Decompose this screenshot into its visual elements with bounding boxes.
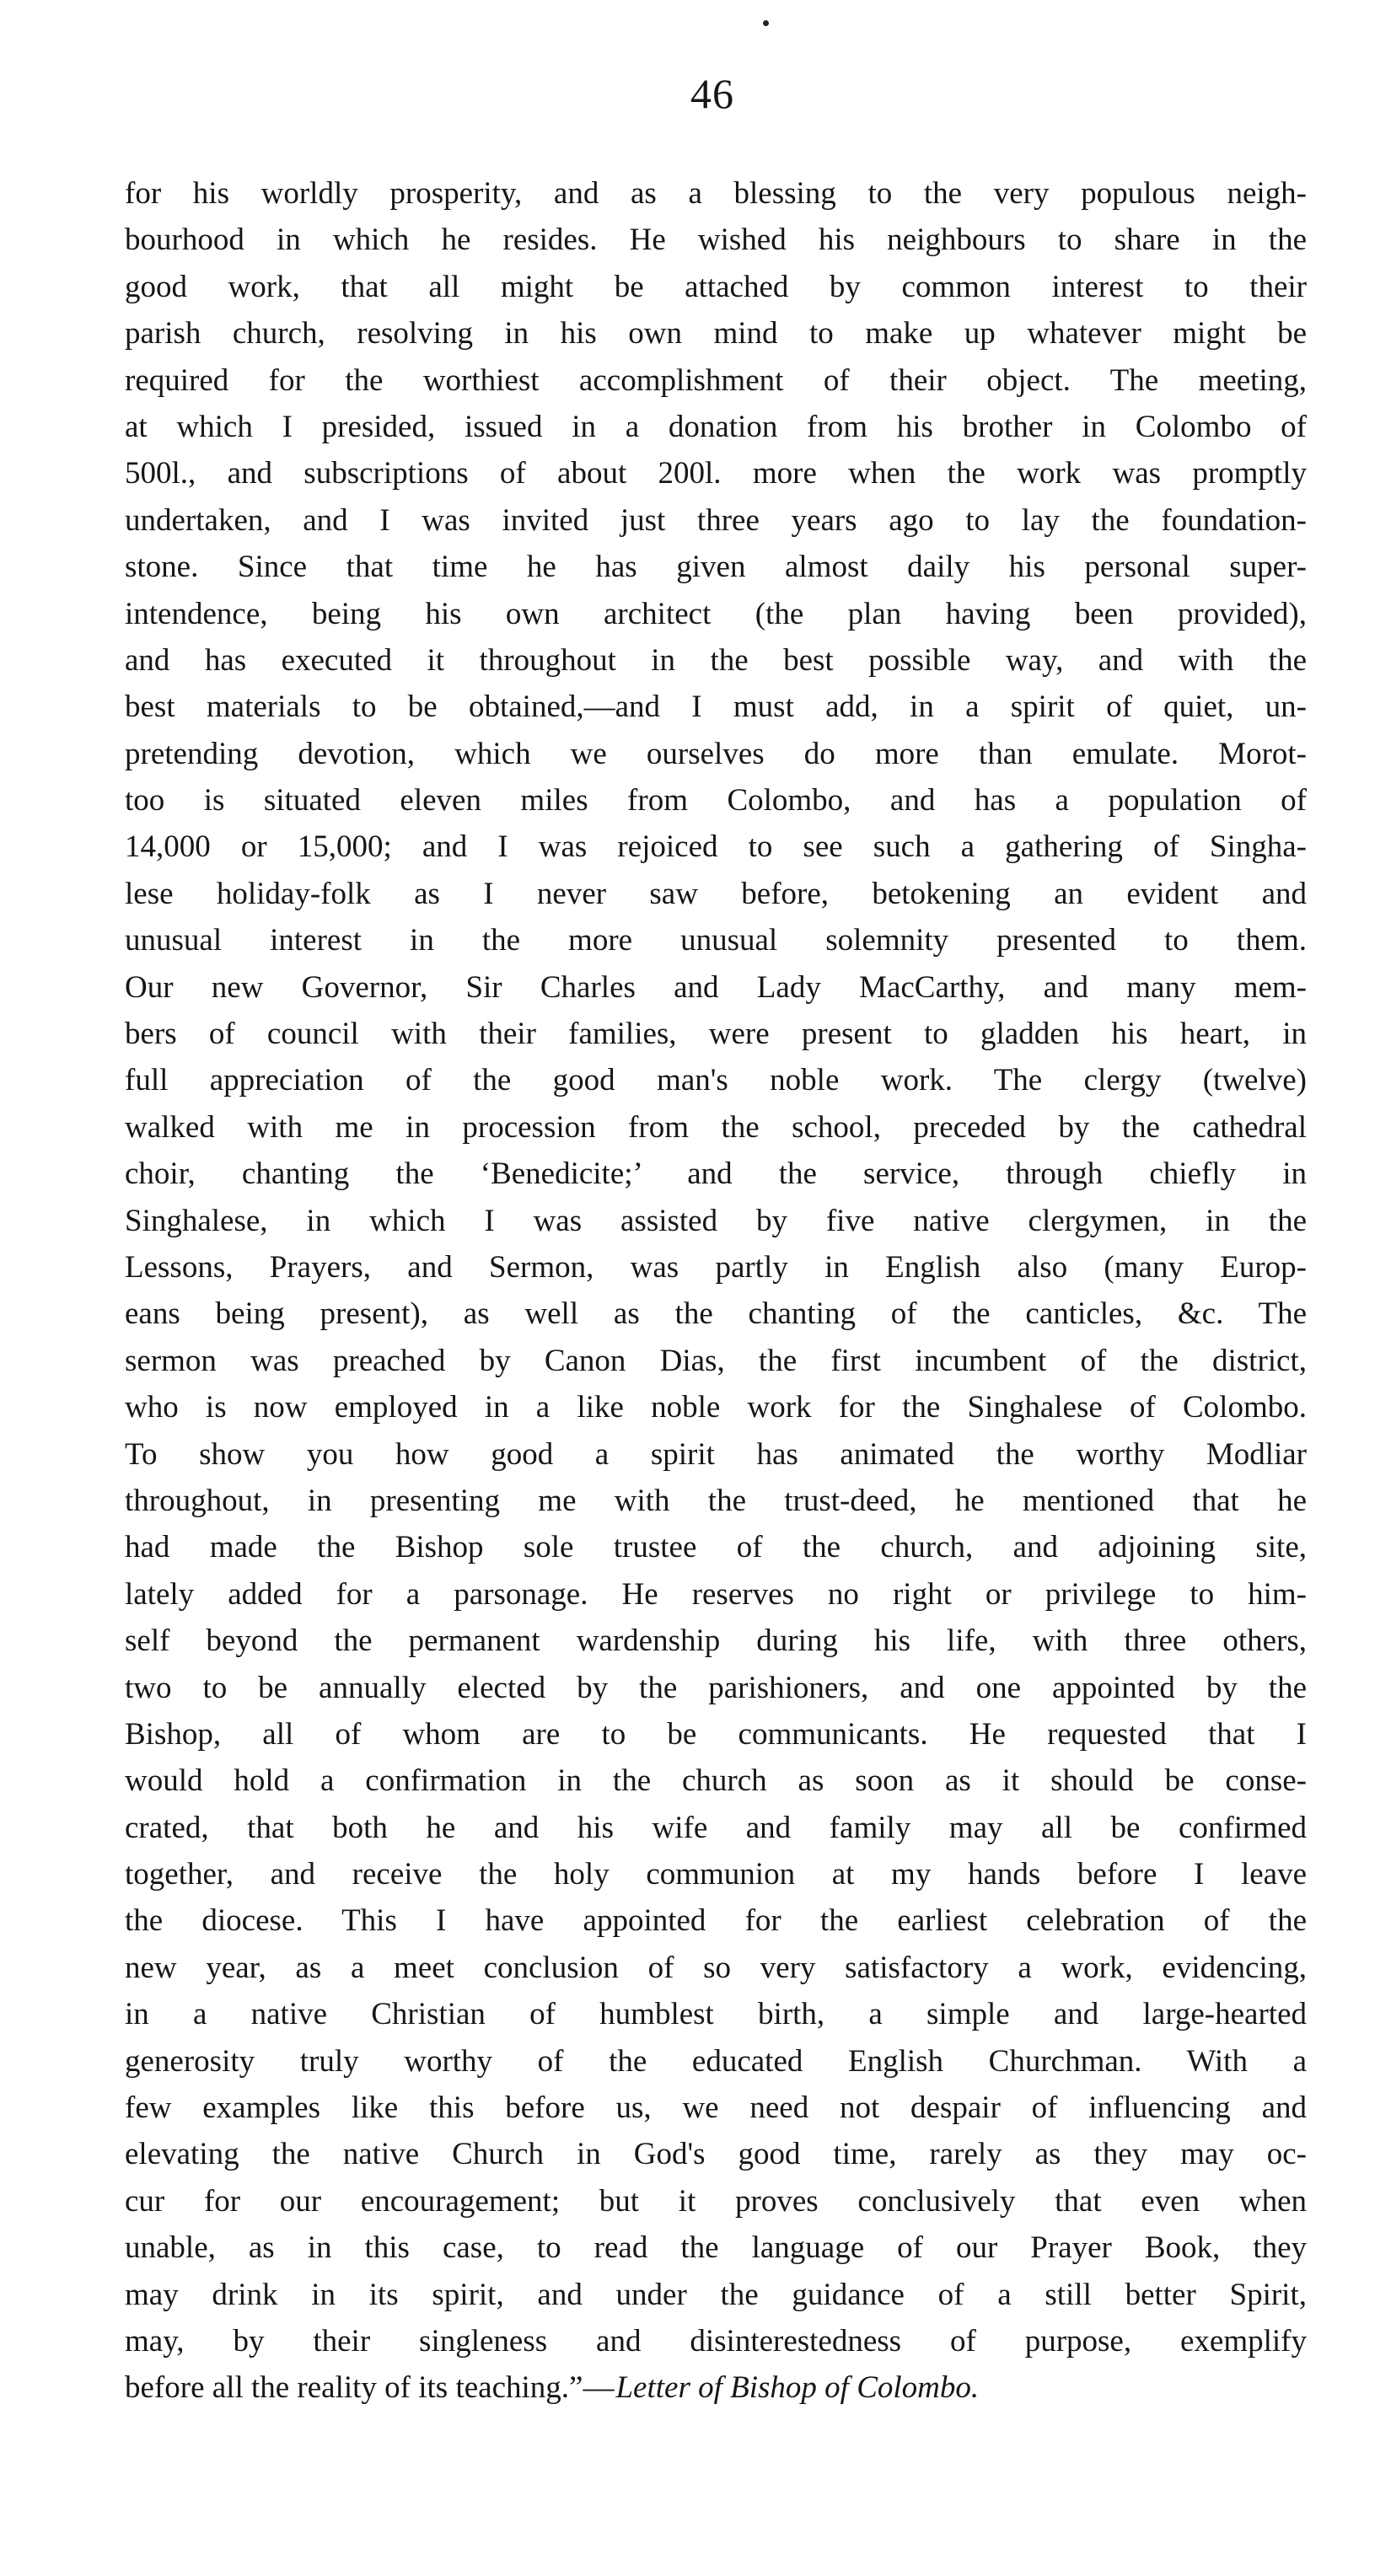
print-speck [763, 20, 769, 26]
text-line: eans being present), as well as the chanting of the canticles, &c. The [125, 1296, 1307, 1332]
letter-attribution: Letter of Bishop of Colombo. [615, 2370, 980, 2406]
text-line: full appreciation of the good man's noble work. The clergy (twelve) [125, 1063, 1307, 1098]
text-line: lese holiday-folk as I never saw before, betokening an evident and [125, 876, 1307, 911]
text-line: few examples like this before us, we need not despair of influencing and [125, 2090, 1307, 2126]
text-line: who is now employed in a like noble work for the Singhalese of Colombo. [125, 1390, 1307, 1425]
text-line: may drink in its spirit, and under the guidance of a still better Spirit, [125, 2277, 1307, 2312]
text-line: had made the Bishop sole trustee of the church, and adjoining site, [125, 1530, 1307, 1565]
text-line: sermon was preached by Canon Dias, the first incumbent of the district, [125, 1343, 1307, 1378]
text-line: in a native Christian of humblest birth, a simple and large-hearted [125, 1997, 1307, 2032]
text-line: walked with me in procession from the school, preceded by the cathedral [125, 1109, 1307, 1145]
text-line: 14,000 or 15,000; and I was rejoiced to see such a gathering of Singha- [125, 829, 1307, 865]
text-line: too is situated eleven miles from Colombo, and has a population of [125, 783, 1307, 818]
text-line: choir, chanting the ‘Benedicite;’ and the service, through chiefly in [125, 1157, 1307, 1192]
text-line: Singhalese, in which I was assisted by five native clergymen, in the [125, 1203, 1307, 1238]
text-line: required for the worthiest accomplishment of their object. The meeting, [125, 362, 1307, 398]
text-line: To show you how good a spirit has animated the worthy Modliar [125, 1436, 1307, 1472]
text-line: would hold a confirmation in the church as soon as it should be conse- [125, 1763, 1307, 1799]
text-line: throughout, in presenting me with the trust-deed, he mentioned that he [125, 1483, 1307, 1518]
text-line: stone. Since that time he has given almost daily his personal super- [125, 550, 1307, 585]
text-line: best materials to be obtained,—and I must add, in a spirit of quiet, un- [125, 690, 1307, 725]
text-line: new year, as a meet conclusion of so very satisfactory a work, evidencing, [125, 1950, 1307, 1985]
text-line: parish church, resolving in his own mind to make up whatever might be [125, 316, 1307, 352]
text-line: unable, as in this case, to read the language of our Prayer Book, they [125, 2230, 1307, 2266]
text-line: Our new Governor, Sir Charles and Lady MacCarthy, and many mem- [125, 969, 1307, 1005]
text-line: crated, that both he and his wife and family may all be confirmed [125, 1810, 1307, 1845]
text-line: pretending devotion, which we ourselves do more than emulate. Morot- [125, 736, 1307, 771]
quote-end: before all the reality of its teaching.”— [125, 2370, 615, 2406]
text-line: cur for our encouragement; but it proves conclusively that even when [125, 2183, 1307, 2219]
final-line [125, 2364, 1307, 2411]
text-line: the diocese. This I have appointed for the earliest celebration of the [125, 1903, 1307, 1939]
text-line: intendence, being his own architect (the plan having been provided), [125, 596, 1307, 631]
text-line: elevating the native Church in God's good time, rarely as they may oc- [125, 2137, 1307, 2172]
text-line: 500l., and subscriptions of about 200l. more when the work was promptly [125, 456, 1307, 491]
text-line: bourhood in which he resides. He wished his neighbours to share in the [125, 223, 1307, 258]
text-line: unusual interest in the more unusual solemnity presented to them. [125, 923, 1307, 958]
text-line: bers of council with their families, were present to gladden his heart, in [125, 1017, 1307, 1052]
text-line: undertaken, and I was invited just three years ago to lay the foundation- [125, 502, 1307, 538]
text-line: lately added for a parsonage. He reserves no right or privilege to him- [125, 1576, 1307, 1612]
page-number: 46 [690, 70, 734, 117]
text-line: good work, that all might be attached by common interest to their [125, 269, 1307, 304]
text-line: may, by their singleness and disinterestedness of purpose, exemplify [125, 2323, 1307, 2359]
text-line: for his worldly prosperity, and as a blessing to the very populous neigh- [125, 176, 1307, 211]
text-line: Bishop, all of whom are to be communicants. He requested that I [125, 1716, 1307, 1752]
text-line: Lessons, Prayers, and Sermon, was partly in English also (many Europ- [125, 1249, 1307, 1285]
text-line: generosity truly worthy of the educated English Churchman. With a [125, 2043, 1307, 2079]
body-text [125, 170, 1307, 2412]
text-line: two to be annually elected by the parishioners, and one appointed by the [125, 1670, 1307, 1705]
text-line: and has executed it throughout in the best possible way, and with the [125, 642, 1307, 678]
text-line: at which I presided, issued in a donation from his brother in Colombo of [125, 409, 1307, 444]
text-line: self beyond the permanent wardenship during his life, with three others, [125, 1623, 1307, 1659]
text-line: together, and receive the holy communion at my hands before I leave [125, 1857, 1307, 1892]
